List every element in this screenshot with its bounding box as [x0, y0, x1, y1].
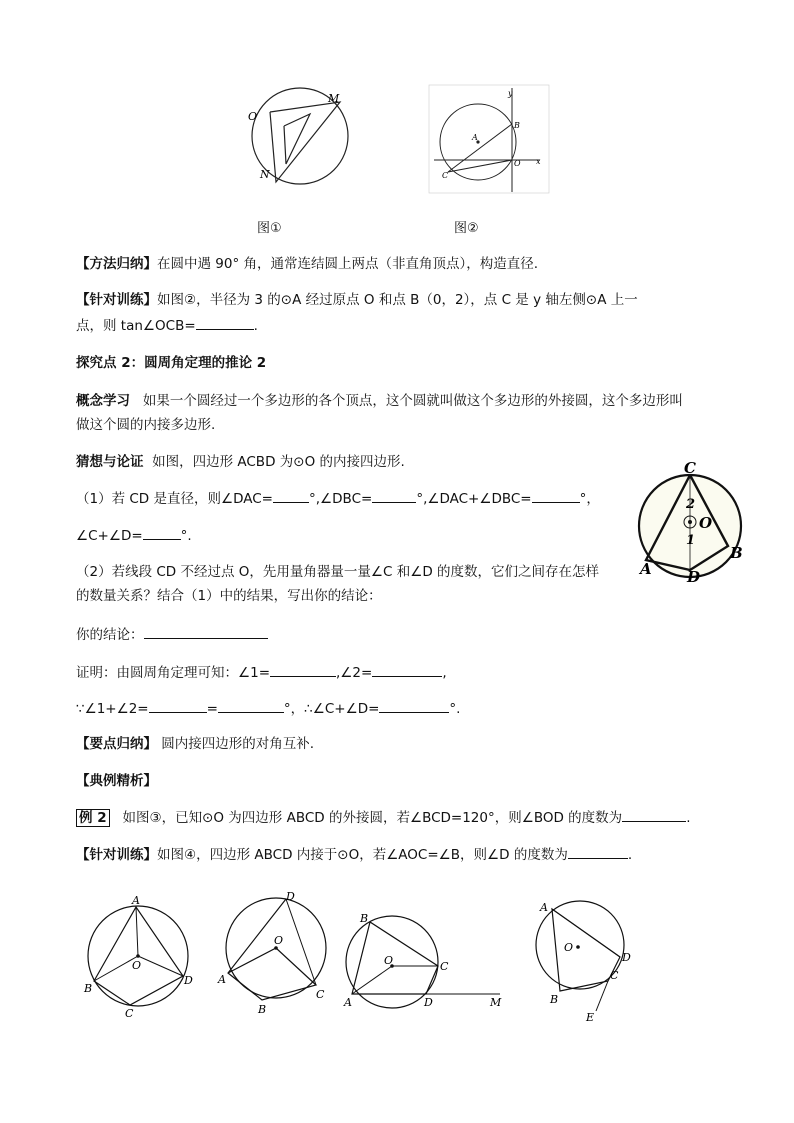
- q1-blank-sum[interactable]: [532, 489, 580, 503]
- bf4-label-C: C: [610, 969, 619, 982]
- fig1-label-M: M: [328, 92, 340, 105]
- examples-tag: 【典例精析】: [76, 773, 157, 789]
- because-line: [76, 699, 460, 718]
- conclusion-blank[interactable]: [144, 625, 268, 639]
- concept-text1: 如果一个圆经过一个多边形的各个顶点，这个圆就叫做这个多边形的外接圆，这个多边形叫: [142, 393, 683, 409]
- figure-2: [428, 84, 550, 194]
- because-blank-3[interactable]: [379, 699, 449, 713]
- example2-text: 如图③，已知⊙O 为四边形 ABCD 的外接圆，若∠BCD=120°，则∠BOD 的度数为: [122, 810, 623, 826]
- fig1-label-N: N: [260, 168, 270, 181]
- bf3-label-C: C: [440, 960, 449, 973]
- guess-line: [76, 453, 405, 471]
- q1-part-c: °,∠DAC+∠DBC=: [416, 491, 532, 507]
- q1-blank-cd[interactable]: [143, 526, 181, 540]
- training1-answer-blank[interactable]: [196, 316, 254, 330]
- because-part-a: ∵∠1+∠2=: [76, 701, 149, 717]
- acbd-label-B: B: [730, 544, 743, 562]
- q1-part-e: ∠C+∠D=: [76, 528, 143, 544]
- because-part-b: =: [206, 701, 218, 717]
- conclusion-line: [76, 625, 268, 644]
- because-part-c: °，∴∠C+∠D=: [283, 701, 380, 717]
- q1-part-d: °，: [579, 491, 600, 507]
- fig2-label-x: x: [536, 157, 541, 166]
- q1-part-f: °.: [180, 528, 192, 544]
- method-summary-tag: 【方法归纳】: [76, 256, 157, 272]
- proof-part-b: ,∠2=: [336, 665, 373, 681]
- example2-line: [76, 808, 690, 827]
- bf2-label-O: O: [274, 934, 284, 947]
- bf4-label-D: D: [622, 951, 631, 964]
- concept-line2: 做这个圆的内接多边形.: [76, 417, 216, 433]
- concept-tag: 概念学习: [76, 393, 130, 409]
- acbd-label-A: A: [640, 560, 652, 578]
- bottom-figure-2: [216, 890, 336, 1018]
- because-part-d: °.: [449, 701, 461, 717]
- bf3-label-M: M: [490, 996, 502, 1009]
- training2-text: 如图④，四边形 ABCD 内接于⊙O，若∠AOC=∠B，则∠D 的度数为: [157, 847, 568, 863]
- training1-text2: 点，则 tan∠OCB=: [76, 318, 196, 334]
- method-summary-text: 在圆中遇 90° 角，通常连结圆上两点（非直角顶点），构造直径.: [157, 256, 539, 272]
- fig1-label-O: O: [248, 110, 258, 123]
- acbd-label-C: C: [684, 459, 696, 477]
- acbd-label-O: O: [699, 514, 713, 532]
- example2-blank[interactable]: [622, 808, 686, 822]
- key-summary: [76, 735, 314, 753]
- key-summary-text: 圆内接四边形的对角互补.: [161, 736, 315, 752]
- bf4-label-A: A: [540, 901, 548, 914]
- conclusion-label: 你的结论：: [76, 627, 144, 643]
- bf2-label-A: A: [218, 973, 226, 986]
- method-summary: [76, 255, 538, 273]
- concept-line1: [76, 392, 683, 410]
- q1-blank-dac[interactable]: [273, 489, 309, 503]
- training1-end: .: [253, 318, 258, 334]
- fig2-label-O: O: [514, 159, 521, 168]
- acbd-angle-2: 2: [686, 497, 696, 512]
- section-title: 探究点 2：圆周角定理的推论 2: [76, 355, 267, 371]
- bottom-figure-4: [530, 895, 650, 1021]
- guess-q2-line1: （2）若线段 CD 不经过点 O，先用量角器量一量∠C 和∠D 的度数，它们之间存在怎样: [76, 564, 600, 580]
- acbd-angle-1: 1: [686, 533, 696, 548]
- bf4-label-E: E: [586, 1011, 595, 1021]
- fig2-label-y: y: [508, 89, 513, 98]
- proof-line: [76, 663, 447, 682]
- guess-q1: [76, 489, 600, 508]
- proof-blank-2[interactable]: [372, 663, 442, 677]
- bf2-label-D: D: [286, 890, 295, 903]
- training1-line1: [76, 291, 638, 309]
- guess-q1-line2: [76, 526, 192, 545]
- training2-tag: 【针对训练】: [76, 847, 157, 863]
- training2-end: .: [627, 847, 633, 863]
- fig2-label-B: B: [514, 121, 520, 130]
- guess-tag: 猜想与论证: [76, 454, 144, 470]
- figure-acbd: [632, 456, 752, 586]
- fig1-caption: 图①: [257, 221, 282, 236]
- training1-text1: 如图②，半径为 3 的⊙A 经过原点 O 和点 B（0，2），点 C 是 y 轴左侧⊙A 上一: [157, 292, 638, 308]
- bf3-label-B: B: [360, 912, 369, 925]
- q1-part-a: （1）若 CD 是直径，则∠DAC=: [76, 491, 273, 507]
- guess-q2-line2: 的数量关系？结合（1）中的结果，写出你的结论：: [76, 588, 382, 604]
- bf3-label-D: D: [424, 996, 433, 1009]
- q1-part-b: °,∠DBC=: [309, 491, 373, 507]
- bf1-label-A: A: [132, 894, 140, 907]
- bottom-figure-1: [80, 892, 200, 1020]
- fig2-label-C: C: [442, 171, 449, 180]
- bf2-label-B: B: [258, 1003, 267, 1016]
- figure-1: [240, 86, 375, 191]
- proof-part-a: 证明：由圆周角定理可知：∠1=: [76, 665, 271, 681]
- because-blank-1[interactable]: [149, 699, 207, 713]
- acbd-label-D: D: [687, 568, 701, 586]
- training2-line: [76, 845, 632, 864]
- training1-tag: 【针对训练】: [76, 292, 157, 308]
- bf1-label-O: O: [132, 959, 142, 972]
- q1-blank-dbc[interactable]: [372, 489, 416, 503]
- training1-line2: [76, 316, 258, 335]
- key-summary-tag: 【要点归纳】: [76, 736, 157, 752]
- example2-tag: 例 2: [76, 809, 110, 827]
- training2-blank[interactable]: [568, 845, 628, 859]
- bf3-label-O: O: [384, 954, 394, 967]
- fig1-set-square: [270, 102, 340, 182]
- bf1-label-C: C: [125, 1007, 134, 1020]
- fig2-label-A: A: [472, 133, 478, 142]
- bf4-label-B: B: [550, 993, 559, 1006]
- example2-end: .: [686, 810, 691, 826]
- bf4-label-O: O: [564, 941, 574, 954]
- fig2-caption: 图②: [454, 221, 479, 236]
- bf3-label-A: A: [344, 996, 352, 1009]
- because-blank-2[interactable]: [218, 699, 284, 713]
- guess-text: 如图，四边形 ACBD 为⊙O 的内接四边形.: [152, 454, 405, 470]
- bf1-label-D: D: [184, 974, 193, 987]
- proof-part-c: ,: [442, 665, 447, 681]
- bottom-figure-3: [340, 908, 510, 1018]
- proof-blank-1[interactable]: [270, 663, 336, 677]
- bf1-label-B: B: [84, 982, 93, 995]
- bf2-label-C: C: [316, 988, 325, 1001]
